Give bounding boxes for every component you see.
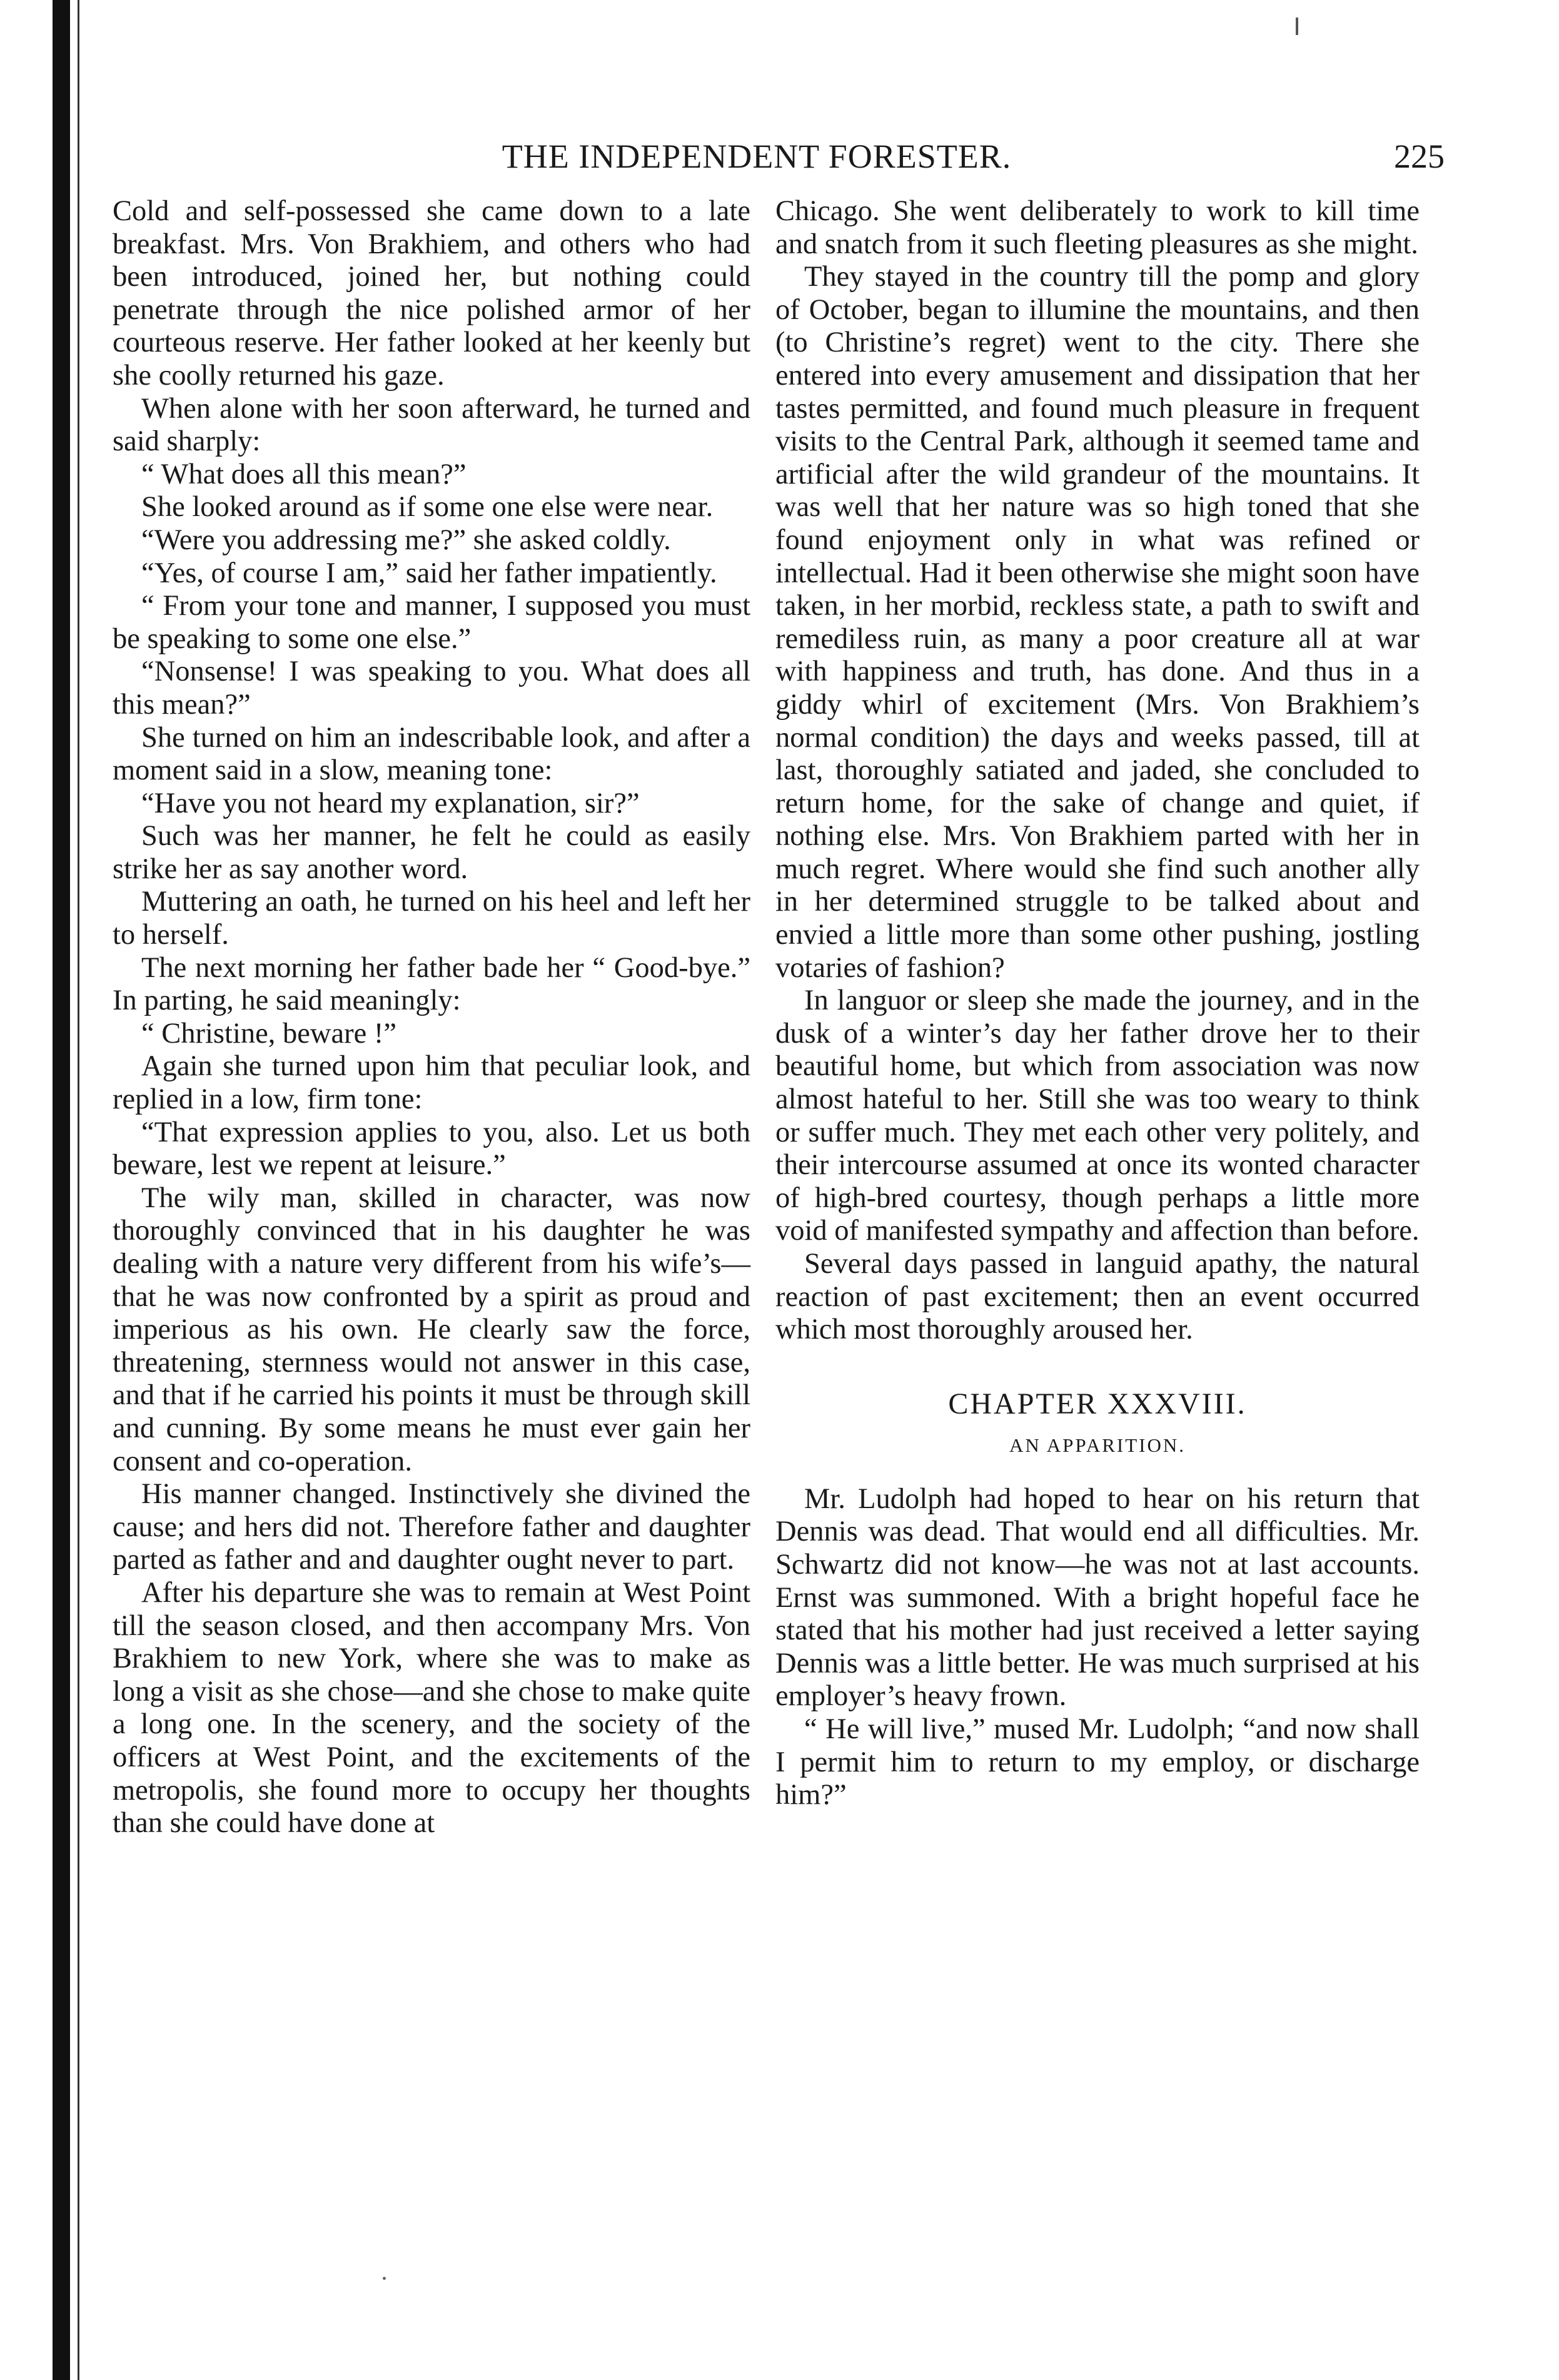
paragraph: “Have you not heard my explanation, sir?” [141,787,640,819]
right-column [775,195,1420,1812]
paragraph: When alone with her soon afterward, he turned and said sharply: [113,392,750,458]
paragraph: She looked around as if some one else were near. [141,491,714,524]
scan-mark [1296,18,1298,35]
running-title: THE INDEPENDENT FORESTER. [502,138,1012,175]
paragraph: In languor or sleep she made the journey, and in the dusk of a winter’s day her father drove her to their beautiful home, but which from association was now almost hateful to her. Still she was too weary to think or suffer much. They met each other very politely, and their intercourse assumed at once its wonted character of high-bred courtesy, though perhaps a little more void of manifested sympathy and affection than before. [775,985,1420,1247]
paragraph: “Yes, of course I am,” said her father impatiently. [141,557,717,589]
paragraph: After his departure she was to remain at West Point till the season closed, and then accompany Mrs. Von Brakhiem to new York, where she was to make as long a visit as she chose—and she chose to make quite a long one. In the scenery, and the society of the officers at West Point, and the excitements of the metropolis, she found more to occupy her thoughts than she could have done at [113,1576,750,1840]
scan-binding-edge [53,0,70,2380]
paragraph: Muttering an oath, he turned on his heel and left her to herself. [113,886,750,951]
paragraph: They stayed in the country till the pomp and glory of October, began to illumine the mountains, and then (to Christine’s regret) went to the city. There she entered into every amusement and dissipation that her tastes permitted, and found much pleasure in frequent visits to the Central Park, although it seemed tame and artificial after the wild grandeur of the mountains. It was well that her nature was so high toned that she found enjoyment only in what was refined or intellectual. Had it been otherwise she might soon have taken, in her morbid, reckless state, a path to swift and remediless ruin, as many a poor creature all at war with happiness and truth, has done. And thus in a giddy whirl of excitement (Mrs. Von Brakhiem’s normal condition) the days and weeks passed, till at last, thoroughly satiated and jaded, she concluded to return home, for the sake of change and quiet, if nothing else. Mrs. Von Brakhiem parted with her in much regret. Where would she find such another ally in her determined struggle to be talked about and envied a little more than some other pushing, jostling votaries of fashion? [775,261,1420,984]
paragraph: Again she turned upon him that peculiar look, and replied in a low, firm tone: [113,1050,750,1116]
paragraph: The next morning her father bade her “ Good-bye.” In parting, he said meaningly: [113,951,750,1017]
paragraph: “ What does all this mean?” [141,458,467,490]
paragraph: She turned on him an indescribable look, and after a moment said in a slow, meaning tone: [113,721,750,787]
paragraph: “That expression applies to you, also. Let us both beware, lest we repent at leisure.” [113,1116,750,1182]
paragraph: The wily man, skilled in character, was now thoroughly convinced that in his daughter he was dealing with a nature very different from his wife’s—that he was now confronted by a spirit as proud and imperious as his own. He clearly saw the force, threatening, sternness would not answer in this case, and that if he carried his points it must be through skill and cunning. By some means he must ever gain her consent and co-operation. [113,1182,750,1477]
paragraph: His manner changed. Instinctively she divined the cause; and hers did not. Therefore father and daughter parted as father and and daughter ought never to part. [113,1478,750,1576]
paragraph: “Were you addressing me?” she asked coldly. [141,524,671,556]
paragraph: “ Christine, beware !” [141,1017,396,1050]
paragraph: “ He will live,” mused Mr. Ludolph; “and now shall I permit him to return to my employ, or discharge him?” [775,1713,1420,1811]
page-number: 225 [1394,138,1445,175]
running-header [113,131,1451,181]
chapter-heading: CHAPTER XXXVIII. [948,1387,1247,1420]
scan-binding-rule [78,0,79,2380]
paragraph: “ From your tone and manner, I supposed you must be speaking to some one else.” [113,590,750,655]
paragraph: Mr. Ludolph had hoped to hear on his return that Dennis was dead. That would end all difficulties. Mr. Schwartz did not know—he was not at last accounts. Ernst was summoned. With a bright hopeful face he stated that his mother had just received a letter saying Dennis was a little better. He was much surprised at his employer’s heavy frown. [775,1482,1420,1713]
left-column [113,195,750,1840]
paragraph: Chicago. She went deliberately to work to kill time and snatch from it such fleeting pleasures as she might. [775,195,1420,260]
paragraph: Several days passed in languid apathy, the natural reaction of past excitement; then an event occurred which most thoroughly aroused her. [775,1248,1420,1346]
paragraph: Cold and self-possessed she came down to a late breakfast. Mrs. Von Brakhiem, and others who had been introduced, joined her, but nothing could penetrate through the nice polished armor of her courteous reserve. Her father looked at her keenly but she coolly returned his gaze. [113,195,750,392]
scan-speck [383,2277,386,2280]
paragraph: Such was her manner, he felt he could as easily strike her as say another word. [113,820,750,885]
paragraph: “Nonsense! I was speaking to you. What does all this mean?” [113,656,750,721]
chapter-subtitle: AN APPARITION. [1009,1434,1186,1456]
